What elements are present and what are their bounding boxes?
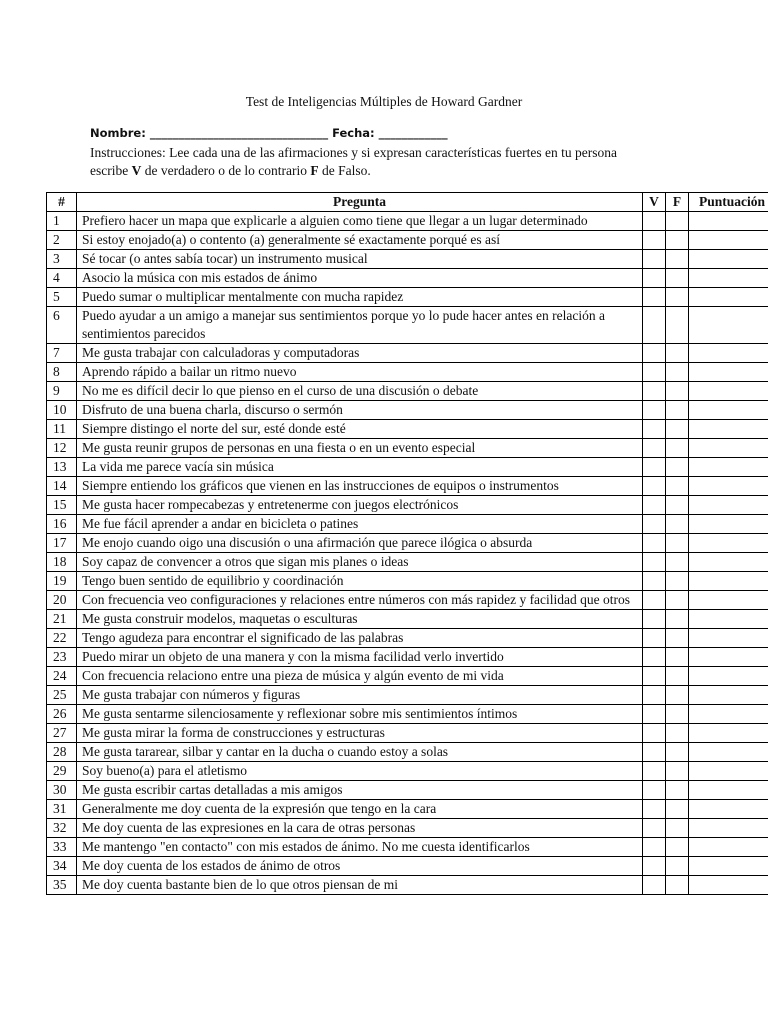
table-row (47, 819, 768, 838)
question-number: 32 (47, 819, 77, 838)
instructions-text-3: de Falso. (318, 163, 371, 178)
header-score: Puntuación (689, 193, 768, 212)
question-text: La vida me parece vacía sin música (77, 458, 643, 477)
true-answer-cell[interactable] (643, 705, 666, 724)
question-number: 7 (47, 344, 77, 363)
false-answer-cell[interactable] (666, 496, 689, 515)
question-number: 5 (47, 288, 77, 307)
score-cell[interactable] (689, 762, 768, 781)
table-row (47, 212, 768, 231)
score-cell[interactable] (689, 231, 768, 250)
false-answer-cell[interactable] (666, 857, 689, 876)
false-answer-cell[interactable] (666, 724, 689, 743)
header-number: # (47, 193, 77, 212)
score-cell[interactable] (689, 838, 768, 857)
true-answer-cell[interactable] (643, 439, 666, 458)
table-row (47, 857, 768, 876)
table-row (47, 876, 768, 895)
score-cell[interactable] (689, 705, 768, 724)
score-cell[interactable] (689, 288, 768, 307)
question-number: 6 (47, 307, 77, 344)
instructions-text-1: Instrucciones: Lee cada una de las afirmaciones y si expresan características fuertes en tu persona escribe (90, 145, 618, 178)
true-answer-cell[interactable] (643, 288, 666, 307)
table-row (47, 800, 768, 819)
question-number: 26 (47, 705, 77, 724)
table-row (47, 250, 768, 269)
false-answer-cell[interactable] (666, 667, 689, 686)
false-answer-cell[interactable] (666, 420, 689, 439)
false-answer-cell[interactable] (666, 515, 689, 534)
true-answer-cell[interactable] (643, 800, 666, 819)
score-cell[interactable] (689, 686, 768, 705)
true-answer-cell[interactable] (643, 363, 666, 382)
score-cell[interactable] (689, 819, 768, 838)
true-answer-cell[interactable] (643, 420, 666, 439)
true-answer-cell[interactable] (643, 496, 666, 515)
instructions-v-letter: V (131, 163, 142, 178)
false-answer-cell[interactable] (666, 553, 689, 572)
table-row (47, 572, 768, 591)
false-answer-cell[interactable] (666, 401, 689, 420)
question-number: 35 (47, 876, 77, 895)
false-answer-cell[interactable] (666, 288, 689, 307)
question-number: 4 (47, 269, 77, 288)
true-answer-cell[interactable] (643, 591, 666, 610)
score-cell[interactable] (689, 857, 768, 876)
table-row (47, 496, 768, 515)
table-row (47, 363, 768, 382)
table-row (47, 534, 768, 553)
true-answer-cell[interactable] (643, 819, 666, 838)
false-answer-cell[interactable] (666, 648, 689, 667)
true-answer-cell[interactable] (643, 553, 666, 572)
table-row (47, 269, 768, 288)
question-text: Soy bueno(a) para el atletismo (77, 762, 643, 781)
score-cell[interactable] (689, 363, 768, 382)
questions-table (46, 192, 768, 895)
question-text: Me enojo cuando oigo una discusión o una afirmación que parece ilógica o absurda (77, 534, 643, 553)
question-text: Me gusta tararear, silbar y cantar en la ducha o cuando estoy a solas (77, 743, 643, 762)
question-text: Prefiero hacer un mapa que explicarle a alguien como tiene que llegar a un lugar determinado (77, 212, 643, 231)
question-text: Me gusta sentarme silenciosamente y reflexionar sobre mis sentimientos íntimos (77, 705, 643, 724)
question-number: 29 (47, 762, 77, 781)
question-number: 12 (47, 439, 77, 458)
question-text: Tengo agudeza para encontrar el significado de las palabras (77, 629, 643, 648)
question-text: Me doy cuenta de las expresiones en la cara de otras personas (77, 819, 643, 838)
table-row (47, 401, 768, 420)
question-number: 23 (47, 648, 77, 667)
true-answer-cell[interactable] (643, 648, 666, 667)
table-row (47, 344, 768, 363)
false-answer-cell[interactable] (666, 781, 689, 800)
true-answer-cell[interactable] (643, 724, 666, 743)
table-row (47, 477, 768, 496)
table-row (47, 781, 768, 800)
score-cell[interactable] (689, 439, 768, 458)
score-cell[interactable] (689, 382, 768, 401)
false-answer-cell[interactable] (666, 591, 689, 610)
table-row (47, 762, 768, 781)
question-text: Me gusta mirar la forma de construcciones y estructuras (77, 724, 643, 743)
question-number: 14 (47, 477, 77, 496)
table-row (47, 686, 768, 705)
instructions-f-letter: F (310, 163, 319, 178)
question-text: Me gusta trabajar con números y figuras (77, 686, 643, 705)
question-text: Siempre entiendo los gráficos que vienen en las instrucciones de equipos o instrumentos (77, 477, 643, 496)
question-number: 30 (47, 781, 77, 800)
question-number: 11 (47, 420, 77, 439)
question-text: Tengo buen sentido de equilibrio y coordinación (77, 572, 643, 591)
table-row (47, 838, 768, 857)
question-number: 13 (47, 458, 77, 477)
true-answer-cell[interactable] (643, 876, 666, 895)
score-cell[interactable] (689, 212, 768, 231)
question-text: Me gusta escribir cartas detalladas a mis amigos (77, 781, 643, 800)
false-answer-cell[interactable] (666, 610, 689, 629)
question-number: 22 (47, 629, 77, 648)
score-cell[interactable] (689, 781, 768, 800)
question-text: Sé tocar (o antes sabía tocar) un instrumento musical (77, 250, 643, 269)
name-date-fields[interactable]: Nombre: _______________________________ Fecha: ____________ (90, 126, 448, 140)
question-text: Puedo ayudar a un amigo a manejar sus sentimientos porque yo lo pude hacer antes en relación a sentimientos parecidos (77, 307, 643, 344)
table-row (47, 515, 768, 534)
score-cell[interactable] (689, 269, 768, 288)
table-row (47, 439, 768, 458)
instructions (90, 144, 650, 180)
true-answer-cell[interactable] (643, 307, 666, 344)
question-text: No me es difícil decir lo que pienso en el curso de una discusión o debate (77, 382, 643, 401)
score-cell[interactable] (689, 724, 768, 743)
table-row (47, 382, 768, 401)
question-text: Me doy cuenta de los estados de ánimo de otros (77, 857, 643, 876)
true-answer-cell[interactable] (643, 686, 666, 705)
question-number: 18 (47, 553, 77, 572)
table-row (47, 591, 768, 610)
header-true: V (643, 193, 666, 212)
false-answer-cell[interactable] (666, 269, 689, 288)
table-row (47, 307, 768, 344)
false-answer-cell[interactable] (666, 800, 689, 819)
table-row (47, 648, 768, 667)
question-number: 10 (47, 401, 77, 420)
question-text: Siempre distingo el norte del sur, esté donde esté (77, 420, 643, 439)
score-cell[interactable] (689, 458, 768, 477)
true-answer-cell[interactable] (643, 515, 666, 534)
question-text: Asocio la música con mis estados de ánimo (77, 269, 643, 288)
true-answer-cell[interactable] (643, 781, 666, 800)
true-answer-cell[interactable] (643, 382, 666, 401)
question-text: Con frecuencia veo configuraciones y relaciones entre números con más rapidez y facilidad que otros (77, 591, 643, 610)
true-answer-cell[interactable] (643, 743, 666, 762)
true-answer-cell[interactable] (643, 572, 666, 591)
question-text: Si estoy enojado(a) o contento (a) generalmente sé exactamente porqué es así (77, 231, 643, 250)
question-number: 20 (47, 591, 77, 610)
true-answer-cell[interactable] (643, 667, 666, 686)
false-answer-cell[interactable] (666, 458, 689, 477)
score-cell[interactable] (689, 250, 768, 269)
question-number: 16 (47, 515, 77, 534)
table-row (47, 458, 768, 477)
question-number: 31 (47, 800, 77, 819)
false-answer-cell[interactable] (666, 534, 689, 553)
true-answer-cell[interactable] (643, 344, 666, 363)
false-answer-cell[interactable] (666, 572, 689, 591)
question-text: Me fue fácil aprender a andar en bicicleta o patines (77, 515, 643, 534)
question-number: 1 (47, 212, 77, 231)
question-number: 25 (47, 686, 77, 705)
question-text: Me gusta construir modelos, maquetas o esculturas (77, 610, 643, 629)
true-answer-cell[interactable] (643, 838, 666, 857)
false-answer-cell[interactable] (666, 762, 689, 781)
score-cell[interactable] (689, 591, 768, 610)
question-number: 17 (47, 534, 77, 553)
false-answer-cell[interactable] (666, 629, 689, 648)
score-cell[interactable] (689, 648, 768, 667)
false-answer-cell[interactable] (666, 307, 689, 344)
question-text: Aprendo rápido a bailar un ritmo nuevo (77, 363, 643, 382)
question-number: 15 (47, 496, 77, 515)
true-answer-cell[interactable] (643, 762, 666, 781)
question-text: Me gusta reunir grupos de personas en una fiesta o en un evento especial (77, 439, 643, 458)
true-answer-cell[interactable] (643, 610, 666, 629)
score-cell[interactable] (689, 667, 768, 686)
true-answer-cell[interactable] (643, 857, 666, 876)
score-cell[interactable] (689, 610, 768, 629)
question-text: Me gusta hacer rompecabezas y entretenerme con juegos electrónicos (77, 496, 643, 515)
question-number: 21 (47, 610, 77, 629)
score-cell[interactable] (689, 420, 768, 439)
score-cell[interactable] (689, 496, 768, 515)
false-answer-cell[interactable] (666, 439, 689, 458)
true-answer-cell[interactable] (643, 269, 666, 288)
false-answer-cell[interactable] (666, 382, 689, 401)
question-text: Me mantengo "en contacto" con mis estados de ánimo. No me cuesta identificarlos (77, 838, 643, 857)
question-number: 34 (47, 857, 77, 876)
question-number: 28 (47, 743, 77, 762)
document-title: Test de Inteligencias Múltiples de Howard Gardner (245, 94, 523, 109)
score-cell[interactable] (689, 307, 768, 344)
question-text: Me gusta trabajar con calculadoras y computadoras (77, 344, 643, 363)
score-cell[interactable] (689, 401, 768, 420)
score-cell[interactable] (689, 477, 768, 496)
false-answer-cell[interactable] (666, 705, 689, 724)
score-cell[interactable] (689, 743, 768, 762)
true-answer-cell[interactable] (643, 458, 666, 477)
true-answer-cell[interactable] (643, 534, 666, 553)
false-answer-cell[interactable] (666, 363, 689, 382)
table-row (47, 667, 768, 686)
score-cell[interactable] (689, 553, 768, 572)
question-text: Con frecuencia relaciono entre una pieza de música y algún evento de mi vida (77, 667, 643, 686)
false-answer-cell[interactable] (666, 212, 689, 231)
score-cell[interactable] (689, 344, 768, 363)
instructions-text-2: de verdadero o de lo contrario (141, 163, 311, 178)
false-answer-cell[interactable] (666, 477, 689, 496)
table-row (47, 610, 768, 629)
question-number: 9 (47, 382, 77, 401)
question-text: Soy capaz de convencer a otros que sigan mis planes o ideas (77, 553, 643, 572)
table-row (47, 705, 768, 724)
question-number: 8 (47, 363, 77, 382)
score-cell[interactable] (689, 800, 768, 819)
score-cell[interactable] (689, 629, 768, 648)
true-answer-cell[interactable] (643, 212, 666, 231)
table-row (47, 420, 768, 439)
question-number: 2 (47, 231, 77, 250)
false-answer-cell[interactable] (666, 838, 689, 857)
score-cell[interactable] (689, 534, 768, 553)
false-answer-cell[interactable] (666, 819, 689, 838)
question-number: 19 (47, 572, 77, 591)
question-number: 27 (47, 724, 77, 743)
true-answer-cell[interactable] (643, 401, 666, 420)
false-answer-cell[interactable] (666, 250, 689, 269)
table-row (47, 553, 768, 572)
table-row (47, 724, 768, 743)
table-header-row (47, 193, 768, 212)
score-cell[interactable] (689, 572, 768, 591)
question-number: 3 (47, 250, 77, 269)
question-text: Disfruto de una buena charla, discurso o sermón (77, 401, 643, 420)
table-row (47, 629, 768, 648)
question-text: Puedo mirar un objeto de una manera y con la misma facilidad verlo invertido (77, 648, 643, 667)
true-answer-cell[interactable] (643, 231, 666, 250)
true-answer-cell[interactable] (643, 477, 666, 496)
false-answer-cell[interactable] (666, 743, 689, 762)
question-number: 24 (47, 667, 77, 686)
true-answer-cell[interactable] (643, 629, 666, 648)
question-text: Generalmente me doy cuenta de la expresión que tengo en la cara (77, 800, 643, 819)
table-row (47, 743, 768, 762)
score-cell[interactable] (689, 515, 768, 534)
header-question: Pregunta (77, 193, 643, 212)
table-row (47, 231, 768, 250)
question-text: Me doy cuenta bastante bien de lo que otros piensan de mi (77, 876, 643, 895)
false-answer-cell[interactable] (666, 344, 689, 363)
score-cell[interactable] (689, 876, 768, 895)
false-answer-cell[interactable] (666, 231, 689, 250)
false-answer-cell[interactable] (666, 686, 689, 705)
false-answer-cell[interactable] (666, 876, 689, 895)
question-text: Puedo sumar o multiplicar mentalmente con mucha rapidez (77, 288, 643, 307)
header-false: F (666, 193, 689, 212)
true-answer-cell[interactable] (643, 250, 666, 269)
question-number: 33 (47, 838, 77, 857)
table-row (47, 288, 768, 307)
